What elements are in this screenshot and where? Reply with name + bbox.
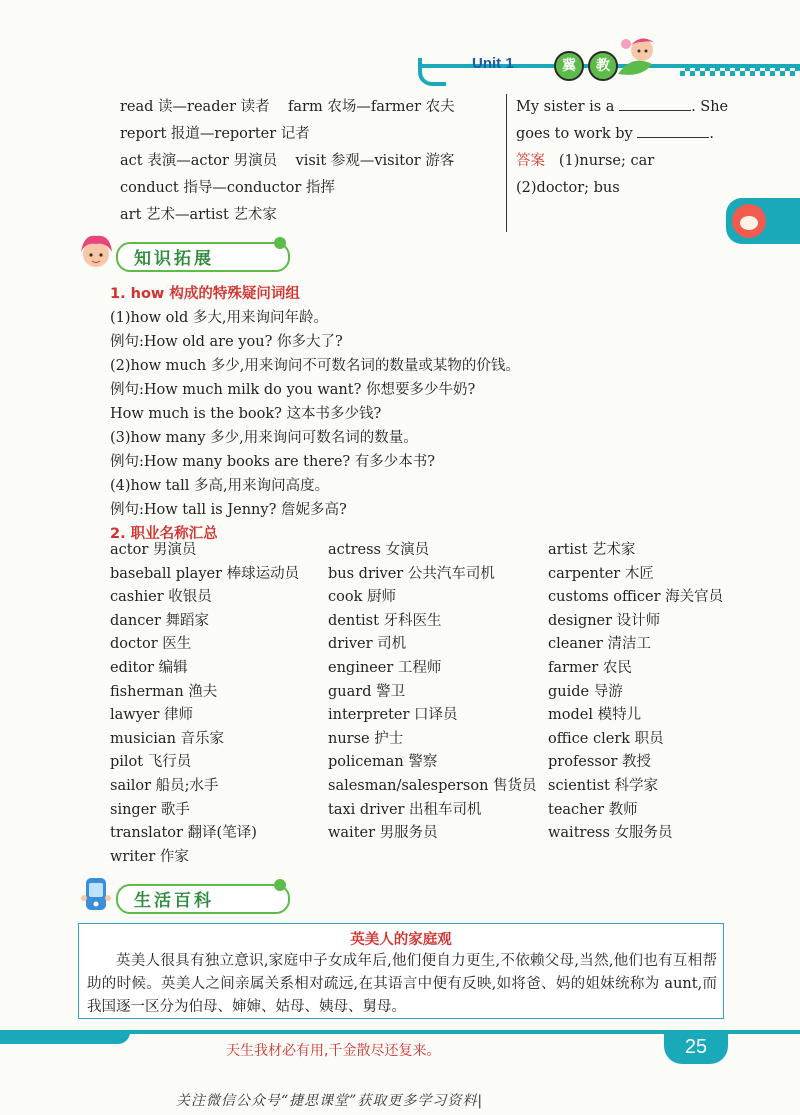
job-entry: actor 男演员 <box>110 542 197 558</box>
job-entry: teacher 教师 <box>548 801 638 818</box>
banner-dot <box>274 237 286 249</box>
job-entry: dentist 牙科医生 <box>328 612 442 629</box>
job-entry: salesman/salesperson 售货员 <box>328 778 537 794</box>
exercise-block <box>516 94 756 202</box>
job-entry: editor 编辑 <box>110 660 188 676</box>
derivation-line: report 报道—reporter 记者 <box>120 126 310 142</box>
derivation-line: act 表演—actor 男演员 visit 参观—visitor 游客 <box>120 153 455 169</box>
content-line: (2)how much 多少,用来询问不可数名词的数量或某物的价钱。 <box>110 358 520 374</box>
exercise-text: My sister is a <box>516 99 620 115</box>
page-number: 25 <box>664 1030 728 1064</box>
exercise-text: . <box>709 126 714 142</box>
job-entry: pilot 飞行员 <box>110 754 192 771</box>
derivation-line: conduct 指导—conductor 指挥 <box>120 180 335 196</box>
job-entry: guide 导游 <box>548 683 623 700</box>
exercise-text: . She <box>691 99 729 115</box>
content-line: 例句:How many books are there? 有多少本书? <box>110 454 436 470</box>
content-line: 例句:How old are you? 你多大了? <box>110 334 343 350</box>
job-entry: interpreter 口译员 <box>328 707 458 724</box>
job-entry: cook 厨师 <box>328 589 396 606</box>
job-entry: customs officer 海关官员 <box>548 589 724 606</box>
job-entry: doctor 医生 <box>110 636 192 653</box>
job-entry: fisherman 渔夫 <box>110 683 218 700</box>
job-entry: bus driver 公共汽车司机 <box>328 565 495 582</box>
badge-ji: 冀 <box>554 51 584 81</box>
word-derivation-list <box>120 94 500 229</box>
girl-mascot-icon <box>76 230 116 274</box>
answer-blank <box>637 123 709 138</box>
section-title: 生活百科 <box>134 891 214 911</box>
box-title: 英美人的家庭观 <box>350 932 452 948</box>
badge-jiao: 教 <box>588 51 618 81</box>
job-entry: waitress 女服务员 <box>548 825 673 842</box>
job-entry: policeman 警察 <box>328 754 438 771</box>
job-entry: translator 翻译(笔译) <box>110 825 257 842</box>
section-banner-knowledge <box>76 238 316 272</box>
content-line: 例句:How much milk do you want? 你想要多少牛奶? <box>110 382 476 398</box>
section-banner-life <box>76 880 316 914</box>
answer-label: 答案 <box>516 153 545 169</box>
phone-mascot-icon <box>76 872 116 916</box>
job-entry: cleaner 清洁工 <box>548 636 651 653</box>
content-line: 例句:How tall is Jenny? 詹妮多高? <box>110 502 347 518</box>
job-entry: office clerk 职员 <box>548 730 664 747</box>
footer-slogan: 天生我材必有用,千金散尽还复来。 <box>226 1043 441 1059</box>
content-line: How much is the book? 这本书多少钱? <box>110 406 382 422</box>
header-checker-pattern <box>680 66 800 76</box>
job-entry: carpenter 木匠 <box>548 565 654 582</box>
unit-label: Unit 1 <box>472 55 514 72</box>
derivation-line: read 读—reader 读者 farm 农场—farmer 农夫 <box>120 99 455 115</box>
job-entry: singer 歌手 <box>110 801 190 818</box>
content-line: (1)how old 多大,用来询问年龄。 <box>110 310 328 326</box>
column-divider <box>506 94 507 232</box>
knowledge-content <box>110 282 750 546</box>
job-entry: driver 司机 <box>328 636 407 653</box>
content-line: (3)how many 多少,用来询问可数名词的数量。 <box>110 430 418 446</box>
exercise-text: goes to work by <box>516 126 638 142</box>
job-entry: artist 艺术家 <box>548 542 636 558</box>
subheading: 1. how 构成的特殊疑问词组 <box>110 286 300 302</box>
job-entry: taxi driver 出租车司机 <box>328 801 482 818</box>
cartoon-face-icon <box>732 204 766 238</box>
header-arc <box>418 58 446 86</box>
job-entry: writer 作家 <box>110 848 189 865</box>
answer-text: (2)doctor; bus <box>516 180 620 196</box>
content-line: (4)how tall 多高,用来询问高度。 <box>110 478 330 494</box>
job-entry: musician 音乐家 <box>110 730 225 747</box>
derivation-line: art 艺术—artist 艺术家 <box>120 207 277 223</box>
job-entry: model 模特儿 <box>548 707 642 724</box>
answer-text: (1)nurse; car <box>558 153 655 169</box>
subheading: 2. 职业名称汇总 <box>110 526 218 542</box>
job-entry: sailor 船员;水手 <box>110 778 219 794</box>
box-paragraph: 英美人很具有独立意识,家庭中子女成年后,他们便自力更生,不依赖父母,当然,他们也有互相帮助的时候。英美人之间亲属关系相对疏远,在其语言中便有反映,如将爸、妈的姐妹统称为 aunt,而我国逐一区分为伯母、婶婶、姑母、姨母、舅母。 <box>87 953 717 1015</box>
job-entry: lawyer 律师 <box>110 707 194 724</box>
footer-tab <box>0 1030 130 1044</box>
culture-note-box <box>78 923 724 1019</box>
answer-blank <box>619 96 691 111</box>
job-entry: guard 警卫 <box>328 683 406 700</box>
fairy-mascot-icon <box>612 34 666 84</box>
job-entry: cashier 收银员 <box>110 589 212 606</box>
job-entry: farmer 农民 <box>548 660 632 676</box>
job-entry: professor 教授 <box>548 754 652 771</box>
section-title: 知识拓展 <box>134 249 214 269</box>
job-entry: designer 设计师 <box>548 612 661 629</box>
banner-dot <box>274 879 286 891</box>
job-entry: nurse 护士 <box>328 730 404 747</box>
job-entry: waiter 男服务员 <box>328 825 438 842</box>
job-entry: engineer 工程师 <box>328 660 442 676</box>
job-entry: dancer 舞蹈家 <box>110 612 210 629</box>
bottom-watermark-note: 关注微信公众号“捷思课堂”获取更多学习资料| <box>176 1093 484 1109</box>
job-entry: baseball player 棒球运动员 <box>110 565 300 582</box>
job-entry: actress 女演员 <box>328 542 430 558</box>
job-entry: scientist 科学家 <box>548 778 658 794</box>
